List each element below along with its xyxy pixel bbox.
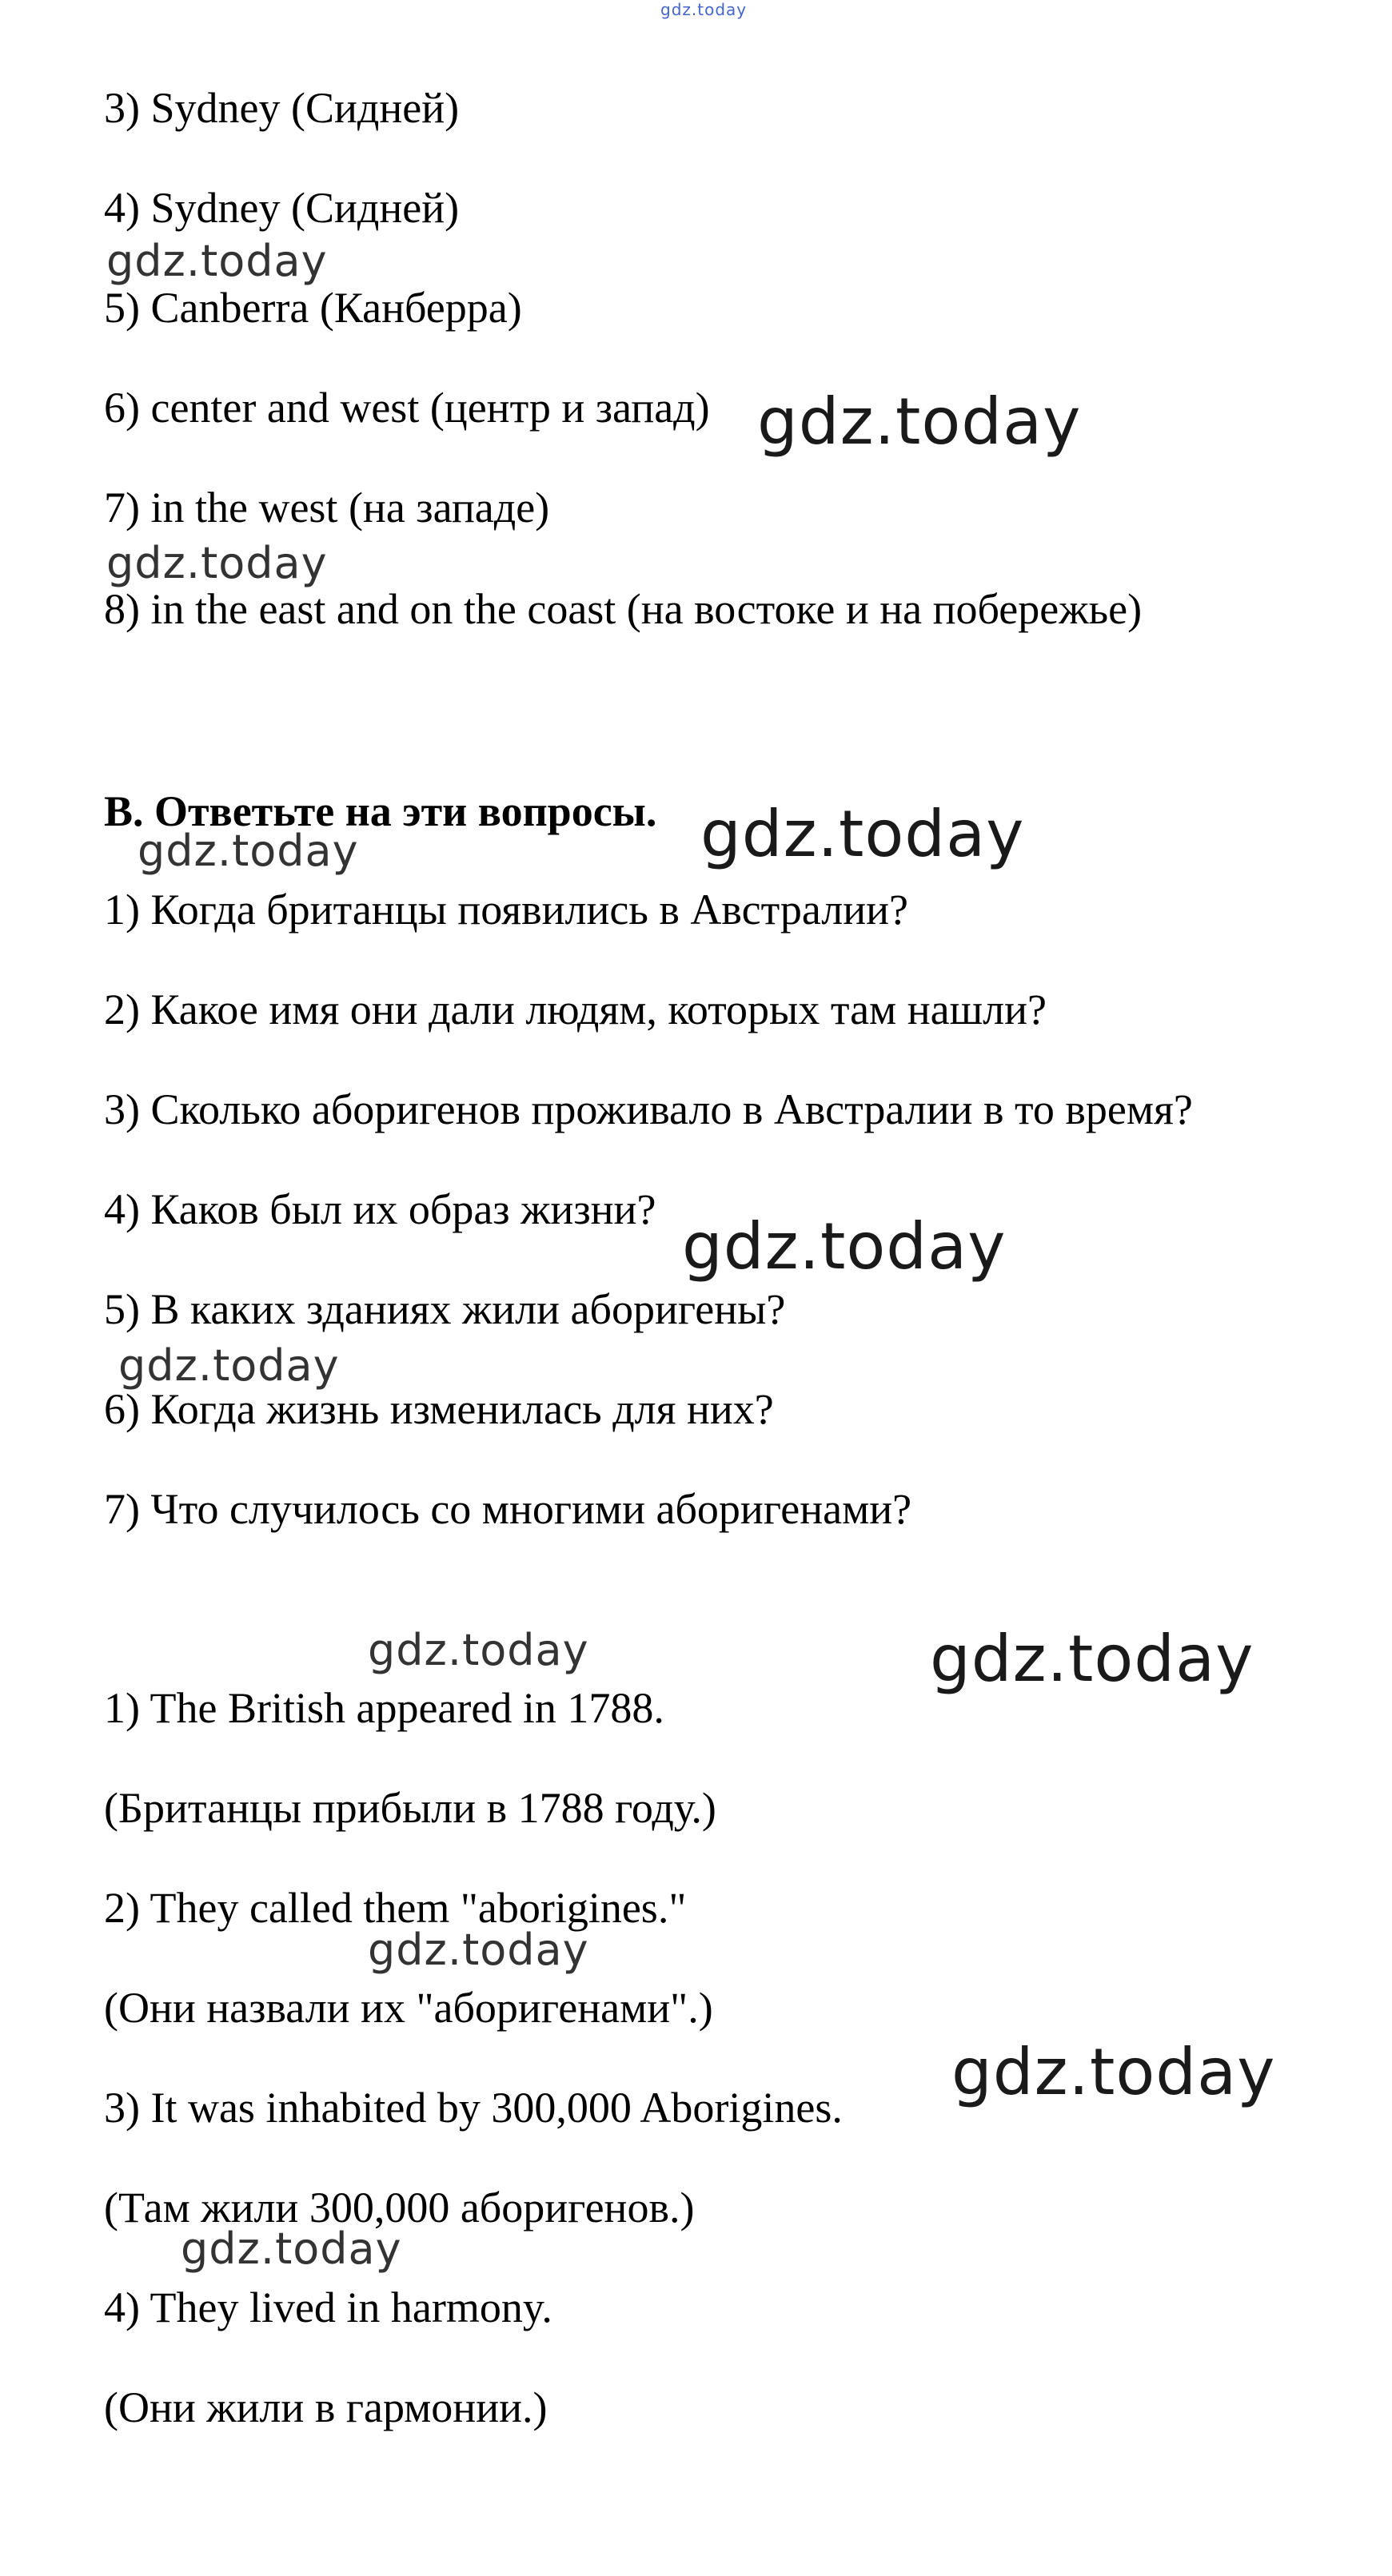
section-b-heading: B. Ответьте на эти вопросы. [104, 787, 657, 835]
watermark: gdz.today [138, 826, 359, 876]
question-b-2: 2) Какое имя они дали людям, которых там нашли? [104, 985, 1047, 1033]
watermark: gdz.today [951, 2035, 1276, 2109]
answer-a-3: 3) Sydney (Сидней) [104, 84, 460, 132]
question-b-1: 1) Когда британцы появились в Австралии? [104, 886, 908, 934]
watermark: gdz.today [181, 2224, 402, 2274]
watermark: gdz.today [700, 797, 1025, 871]
answer-a-5: 5) Canberra (Канберра) [104, 284, 522, 332]
question-b-7: 7) Что случилось со многими аборигенами? [104, 1485, 912, 1533]
answer-b-3: 3) It was inhabited by 300,000 Aborigines. [104, 2084, 843, 2132]
answer-b-4: 4) They lived in harmony. [104, 2283, 552, 2331]
answer-b-1: 1) The British appeared in 1788. [104, 1684, 664, 1732]
answer-b-3-translation: (Там жили 300,000 аборигенов.) [104, 2184, 695, 2232]
watermark: gdz.today [757, 384, 1082, 459]
answer-a-8: 8) in the east and on the coast (на востоке и на побережье) [104, 585, 1143, 633]
question-b-6: 6) Когда жизнь изменилась для них? [104, 1385, 774, 1433]
answer-b-2-translation: (Они назвали их "аборигенами".) [104, 1984, 713, 2032]
watermark: gdz.today [118, 1340, 340, 1391]
watermark: gdz.today [368, 1625, 589, 1675]
watermark: gdz.today [106, 538, 328, 588]
question-b-3: 3) Сколько аборигенов проживало в Австралии в то время? [104, 1085, 1193, 1133]
watermark: gdz.today [106, 236, 328, 286]
answer-a-6: 6) center and west (центр и запад) [104, 384, 710, 432]
answer-b-1-translation: (Британцы прибыли в 1788 году.) [104, 1784, 716, 1832]
question-b-4: 4) Каков был их образ жизни? [104, 1185, 656, 1233]
answer-b-2: 2) They called them "aborigines." [104, 1884, 687, 1932]
watermark: gdz.today [368, 1925, 589, 1975]
watermark: gdz.today [682, 1209, 1007, 1284]
watermark: gdz.today [930, 1622, 1254, 1696]
answer-a-7: 7) in the west (на западе) [104, 484, 550, 532]
question-b-5: 5) В каких зданиях жили аборигены? [104, 1285, 786, 1333]
watermark-top: gdz.today [660, 0, 748, 19]
answer-b-4-translation: (Они жили в гармонии.) [104, 2383, 548, 2431]
answer-a-4: 4) Sydney (Сидней) [104, 184, 460, 232]
